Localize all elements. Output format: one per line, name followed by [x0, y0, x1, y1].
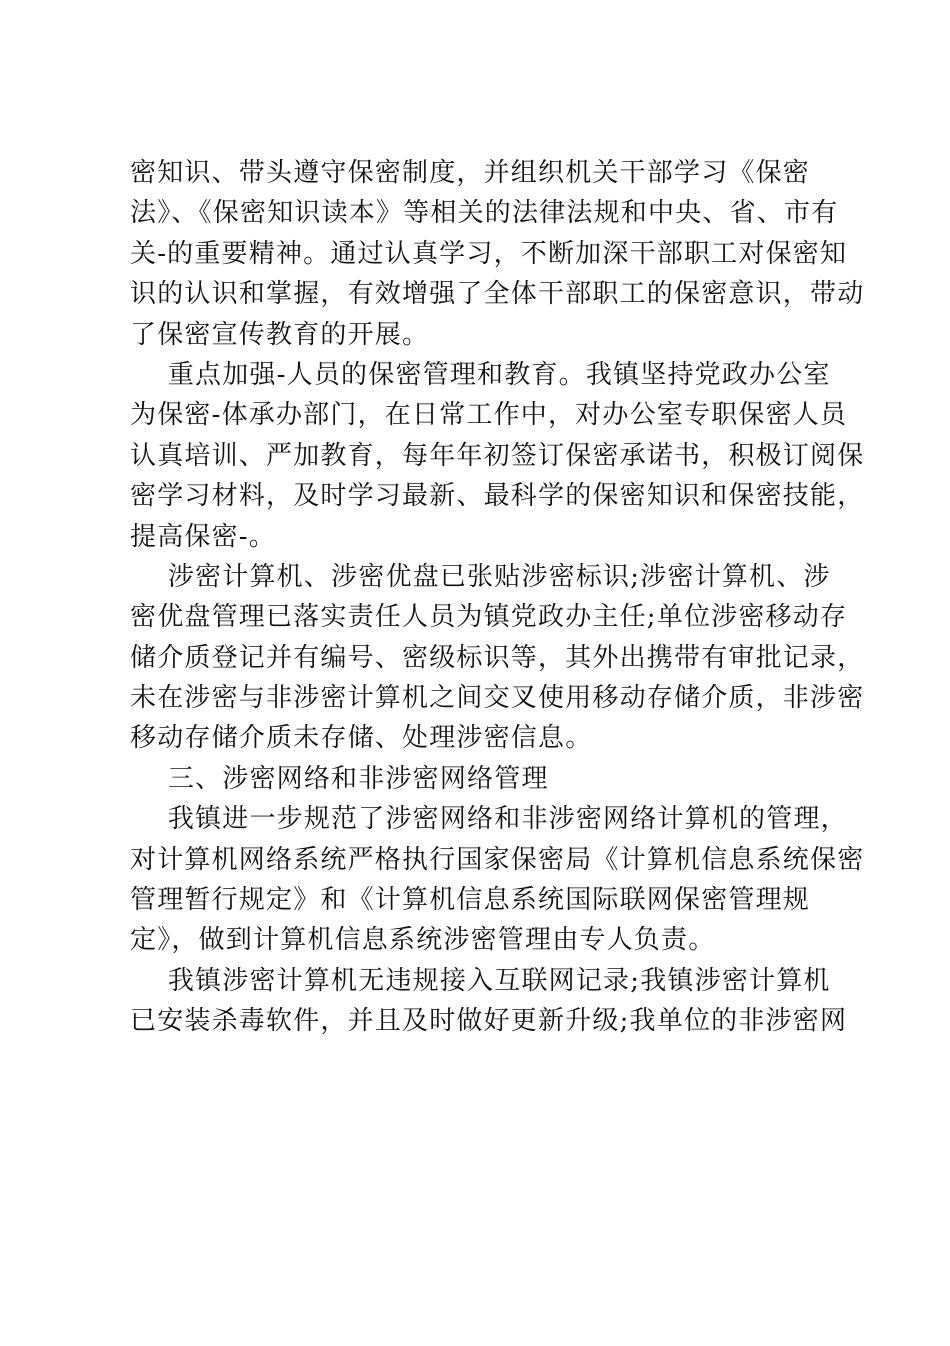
paragraph-4	[130, 799, 865, 961]
paragraph-3	[130, 557, 865, 759]
text-line: 涉密计算机、涉密优盘已张贴涉密标识;涉密计算机、涉	[130, 561, 831, 592]
text-line: 关-的重要精神。通过认真学习，不断加深干部职工对保密知	[130, 238, 848, 269]
text-line: 管理暂行规定》和《计算机信息系统国际联网保密管理规	[130, 885, 811, 916]
text-line: 密优盘管理已落实责任人员为镇党政办主任;单位涉密移动存	[130, 602, 848, 633]
text-line: 我镇进一步规范了涉密网络和非涉密网络计算机的管理，	[130, 804, 848, 835]
text-line: 移动存储介质未存储、处理涉密信息。	[130, 723, 593, 754]
text-line: 重点加强-人员的保密管理和教育。我镇坚持党政办公室	[130, 359, 831, 390]
text-line: 储介质登记并有编号、密级标识等，其外出携带有审批记录，	[130, 642, 865, 673]
paragraph-5	[130, 961, 848, 1042]
text-line: 认真培训、严加教育，每年年初签订保密承诺书，积极订阅保	[130, 440, 865, 471]
text-line: 已安装杀毒软件，并且及时做好更新升级;我单位的非涉密网	[130, 1006, 848, 1037]
text-line: 识的认识和掌握，有效增强了全体干部职工的保密意识，带动	[130, 279, 865, 310]
text-line: 我镇涉密计算机无违规接入互联网记录;我镇涉密计算机	[130, 965, 831, 996]
text-line: 提高保密-。	[130, 521, 276, 552]
heading-line: 三、涉密网络和非涉密网络管理	[130, 763, 549, 794]
paragraph-2	[130, 355, 865, 557]
text-line: 未在涉密与非涉密计算机之间交叉使用移动存储介质，非涉密	[130, 683, 865, 714]
text-line: 法》、《保密知识读本》等相关的法律法规和中央、省、市有	[130, 198, 839, 229]
text-line: 定》，做到计算机信息系统涉密管理由专人负责。	[130, 925, 716, 956]
section-heading	[130, 759, 830, 799]
document-body	[130, 153, 865, 1042]
text-line: 了保密宣传教育的开展。	[130, 319, 430, 350]
paragraph-1	[130, 153, 865, 355]
text-line: 密知识、带头遵守保密制度，并组织机关干部学习《保密	[130, 158, 811, 188]
text-line: 为保密-体承办部门，在日常工作中，对办公室专职保密人员	[130, 400, 848, 431]
text-line: 密学习材料，及时学习最新、最科学的保密知识和保密技能，	[130, 481, 865, 512]
text-line: 对计算机网络系统严格执行国家保密局《计算机信息系统保密	[130, 844, 865, 875]
